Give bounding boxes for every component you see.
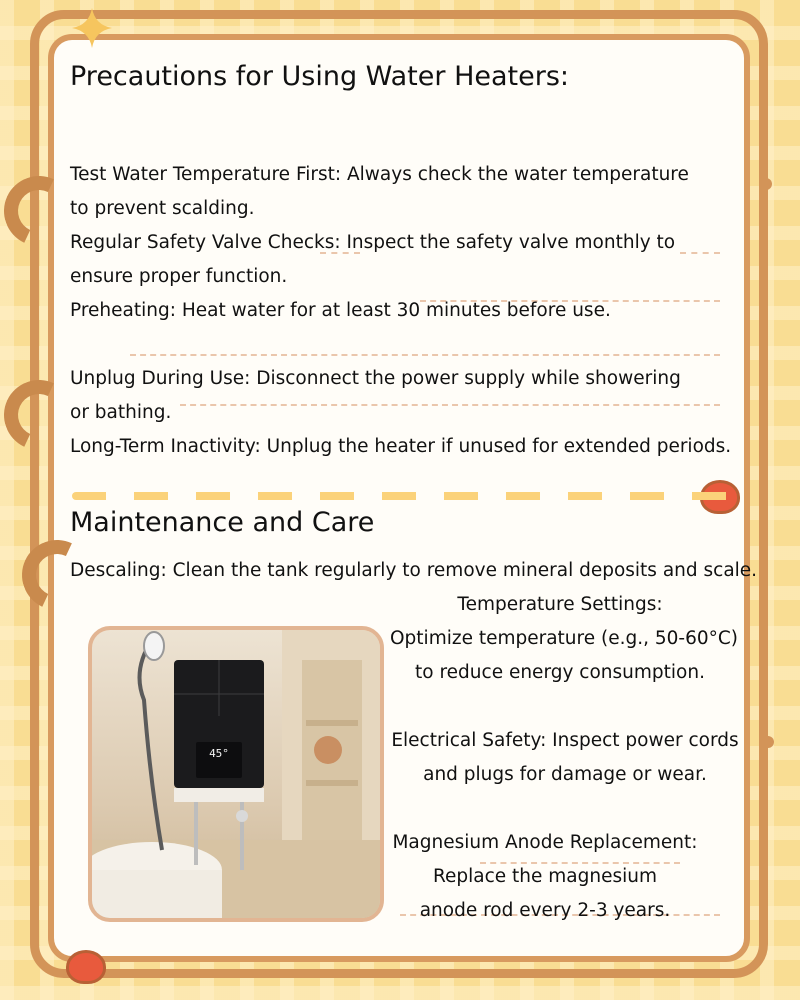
dashed-doodle bbox=[680, 252, 720, 254]
dashed-doodle bbox=[180, 404, 720, 406]
dashed-doodle bbox=[130, 354, 720, 356]
water-heater-photo bbox=[88, 626, 384, 922]
maintenance-anode-line: anode rod every 2-3 years. bbox=[419, 900, 671, 921]
maintenance-electrical-title: Electrical Safety: Inspect power cords bbox=[391, 730, 739, 751]
precaution-line: ensure proper function. bbox=[70, 266, 288, 287]
sparkle-icon bbox=[72, 8, 112, 48]
precaution-line: Preheating: Heat water for at least 30 minutes before use. bbox=[70, 300, 611, 321]
precaution-line: Test Water Temperature First: Always check the water temperature bbox=[70, 164, 689, 185]
heater-temperature-readout: 45° bbox=[209, 747, 229, 760]
maintenance-electrical-line: and plugs for damage or wear. bbox=[423, 764, 707, 785]
maintenance-descaling: Descaling: Clean the tank regularly to remove mineral deposits and scale. bbox=[70, 560, 758, 581]
frame-dot bbox=[760, 178, 772, 190]
maintenance-anode-title: Magnesium Anode Replacement: bbox=[392, 832, 698, 853]
section-title-maintenance: Maintenance and Care bbox=[70, 507, 375, 538]
precaution-line: Unplug During Use: Disconnect the power supply while showering bbox=[70, 368, 681, 389]
heart-decoration-icon bbox=[66, 950, 106, 984]
maintenance-anode-line: Replace the magnesium bbox=[432, 866, 658, 887]
maintenance-temperature-title: Temperature Settings: bbox=[457, 594, 663, 615]
bathroom-illustration bbox=[92, 630, 380, 918]
maintenance-temperature-line: to reduce energy consumption. bbox=[415, 662, 705, 683]
maintenance-temperature-line: Optimize temperature (e.g., 50-60°C) bbox=[390, 628, 739, 649]
frame-dot bbox=[762, 736, 774, 748]
section-divider bbox=[72, 492, 732, 500]
section-title-precautions: Precautions for Using Water Heaters: bbox=[70, 61, 569, 92]
precaution-line: Long-Term Inactivity: Unplug the heater if unused for extended periods. bbox=[70, 436, 732, 457]
precaution-line: to prevent scalding. bbox=[70, 198, 255, 219]
precaution-line: Regular Safety Valve Checks: Inspect the safety valve monthly to bbox=[70, 232, 676, 253]
precaution-line: or bathing. bbox=[70, 402, 172, 423]
